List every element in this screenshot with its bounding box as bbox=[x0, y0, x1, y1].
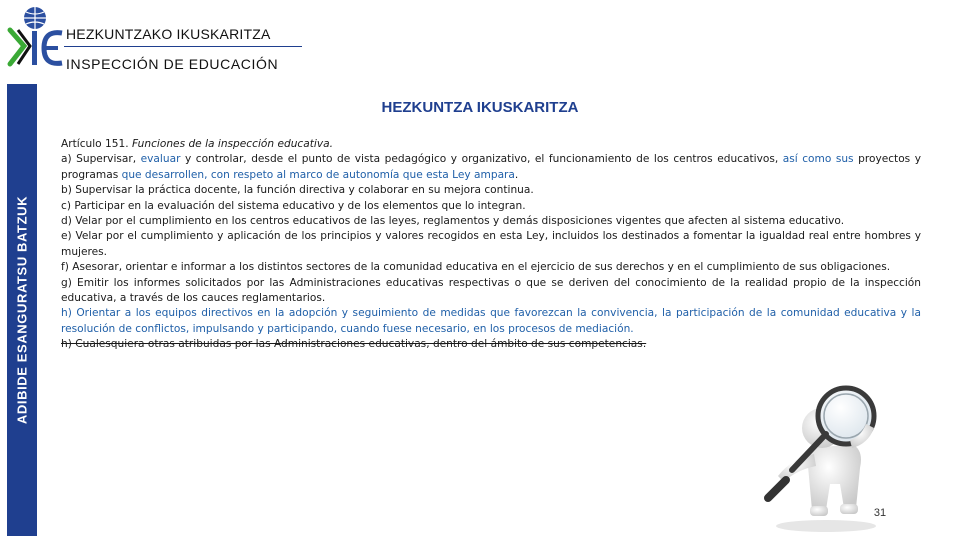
header-divider bbox=[64, 46, 302, 47]
article-item-text: h) Orientar a los equipos directivos en la adopción y seguimiento de medidas que favorezcan la convivencia, la participación de la comunidad educativa y la resolución de conflictos, impulsando y participando, cuando fuese necesario, en los procesos de mediación. bbox=[61, 307, 921, 335]
article-subtitle: Funciones de la inspección educativa. bbox=[132, 138, 333, 150]
article-item bbox=[61, 306, 921, 337]
article-item bbox=[61, 276, 921, 307]
article-item-text: proyectos y programas bbox=[61, 153, 921, 181]
article-heading bbox=[61, 137, 921, 152]
article-item-text: evaluar bbox=[140, 153, 181, 166]
article-item bbox=[61, 183, 921, 198]
page-title: HEZKUNTZA IKUSKARITZA bbox=[381, 99, 579, 116]
article-body bbox=[61, 137, 921, 353]
article-items bbox=[61, 152, 921, 352]
article-item-text: b) Supervisar la práctica docente, la función directiva y colaborar en su mejora continua. bbox=[61, 184, 534, 197]
article-label: Artículo 151. bbox=[61, 138, 129, 150]
article-item bbox=[61, 229, 921, 260]
article-item-text: . bbox=[514, 168, 519, 181]
article-item-text: h) Cualesquiera otras atribuidas por las Administraciones educativas, dentro del ámbito de sus competencias. bbox=[61, 338, 647, 351]
article-item-text: e) Velar por el cumplimiento y aplicación de los principios y valores recogidos en esta Ley, incluidos los destinados a fomentar la igualdad real entre hombres y mujeres. bbox=[61, 230, 921, 258]
article-item bbox=[61, 199, 921, 214]
page-number: 31 bbox=[873, 507, 887, 519]
article-item bbox=[61, 337, 921, 352]
article-item bbox=[61, 214, 921, 229]
article-item-text: y controlar, desde el punto de vista pedagógico y organizativo, el funcionamiento de los centros educativos, bbox=[180, 153, 783, 166]
article-item-text: a) Supervisar, bbox=[61, 153, 141, 166]
education-inspection-logo bbox=[4, 4, 66, 70]
article-item-text: f) Asesorar, orientar e informar a los distintos sectores de la comunidad educativa en el ejercicio de sus derechos y en el cumplimiento de sus obligaciones. bbox=[61, 261, 891, 274]
article-item-text: que desarrollen, con respeto al marco de autonomía que esta Ley ampara bbox=[121, 168, 515, 181]
article-item-text: así como sus bbox=[782, 153, 854, 166]
sidebar-label: ADIBIDE ESANGURATSU BATZUK bbox=[14, 195, 30, 425]
article-item-text: d) Velar por el cumplimiento en los centros educativos de las leyes, reglamentos y demás disposiciones vigentes que afecten al sistema educativo. bbox=[61, 215, 845, 228]
header-title-basque: HEZKUNTZAKO IKUSKARITZA bbox=[66, 26, 271, 42]
article-item-text: c) Participar en la evaluación del sistema educativo y de los elementos que lo integran. bbox=[61, 199, 526, 212]
article-item-text: g) Emitir los informes solicitados por las Administraciones educativas respectivas o que se deriven del conocimiento de la realidad propio de la inspección educativa, a través de los cauces reglamentarios. bbox=[61, 276, 921, 305]
header-title-spanish: INSPECCIÓN DE EDUCACIÓN bbox=[66, 56, 279, 72]
article-item bbox=[61, 260, 921, 275]
article-item bbox=[61, 152, 921, 183]
